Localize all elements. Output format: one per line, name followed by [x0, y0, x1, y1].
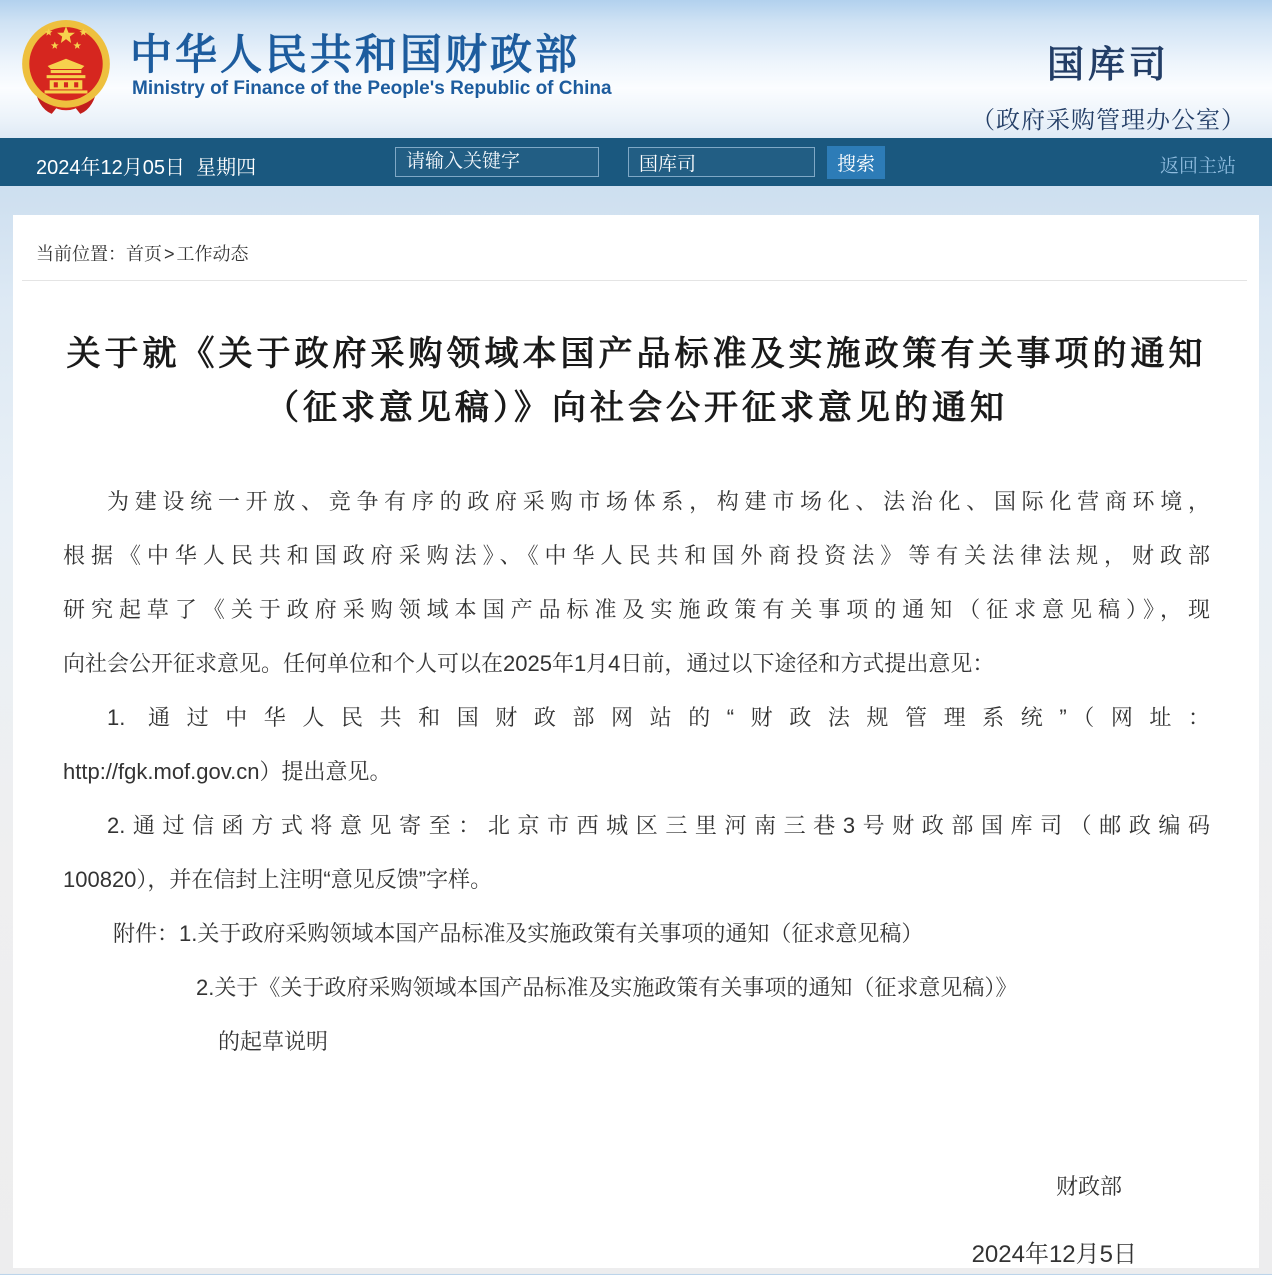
attachment-line-2: 2.关于《关于政府采购领域本国产品标准及实施政策有关事项的通知（征求意见稿）》: [196, 975, 1018, 1000]
article-paragraph-line: 向社会公开征求意见。任何单位和个人可以在2025年1月4日前，通过以下途径和方式提出意见：: [63, 651, 995, 676]
article-title-line-2: （征求意见稿）》向社会公开征求意见的通知: [265, 389, 1008, 427]
department-subtitle: （政府采购管理办公室）: [971, 107, 1246, 134]
breadcrumb-separator: >: [164, 244, 175, 264]
article-paragraph-line: 研究起草了《关于政府采购领域本国产品标准及实施政策有关事项的通知（征求意见稿）》，现: [63, 597, 1210, 622]
site-subtitle: Ministry of Finance of the People's Republic of China: [132, 78, 612, 99]
article-paragraph-line: 2.通过信函方式将意见寄至：北京市西城区三里河南三巷3号财政部国库司（邮政编码: [107, 813, 1210, 838]
search-scope-input[interactable]: [628, 147, 815, 177]
breadcrumb-section-link[interactable]: 工作动态: [176, 244, 249, 264]
search-button[interactable]: 搜索: [827, 146, 885, 179]
department-title: 国库司: [1047, 44, 1170, 85]
return-home-link[interactable]: 返回主站: [1159, 156, 1236, 177]
breadcrumb-home-link[interactable]: 首页: [126, 244, 162, 264]
current-date: 2024年12月05日 星期四: [36, 157, 257, 179]
article-paragraph-line: 1. 通过中华人民共和国财政部网站的“财政法规管理系统”（网址：: [107, 705, 1210, 730]
search-input[interactable]: [395, 147, 599, 177]
article-paragraph-line: 100820），并在信封上注明“意见反馈”字样。: [63, 867, 493, 892]
signature-block: [63, 1167, 1210, 1275]
article: [13, 281, 1259, 1275]
article-paragraph-line: 为建设统一开放、竞争有序的政府采购市场体系，构建市场化、法治化、国际化营商环境，: [107, 489, 1210, 514]
signature-name: 财政部: [1055, 1174, 1122, 1199]
article-title-line-1: 关于就《关于政府采购领域本国产品标准及实施政策有关事项的通知: [66, 335, 1207, 373]
content-box: [13, 215, 1259, 1268]
attachment-line-1: 附件：1.关于政府采购领域本国产品标准及实施政策有关事项的通知（征求意见稿）: [113, 921, 924, 946]
breadcrumb-label: 当前位置：: [36, 244, 126, 264]
breadcrumb: [13, 215, 1259, 266]
national-emblem-icon: [20, 18, 112, 125]
article-title: [63, 327, 1210, 435]
attachment-line-3: 的起草说明: [218, 1029, 329, 1054]
site-header: [0, 0, 1272, 138]
article-paragraph-line: 根据《中华人民共和国政府采购法》、《中华人民共和国外商投资法》等有关法律法规，财政部: [63, 543, 1210, 568]
nav-bar: [0, 138, 1272, 186]
department-block: [971, 34, 1246, 135]
signature-date: 2024年12月5日: [971, 1241, 1137, 1268]
article-paragraph-line: http://fgk.mof.gov.cn）提出意见。: [63, 759, 392, 784]
site-title: 中华人民共和国财政部: [130, 31, 581, 78]
